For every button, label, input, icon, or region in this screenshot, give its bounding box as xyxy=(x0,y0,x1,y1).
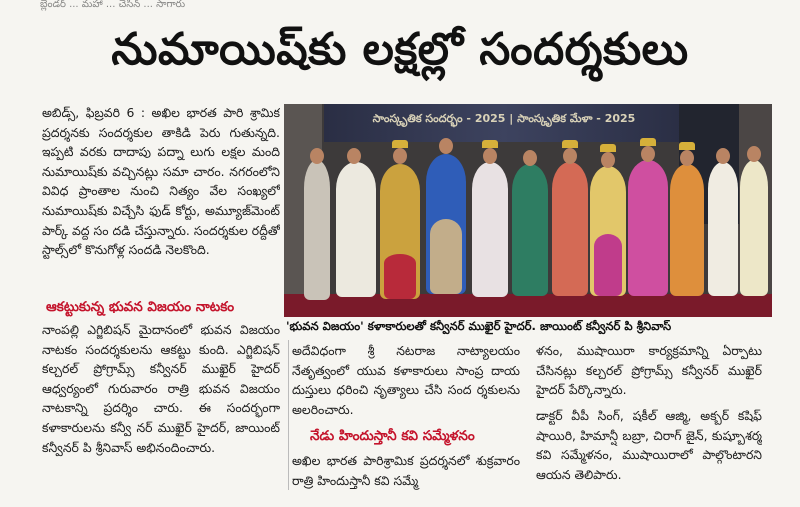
photo-banner-text: సాంస్కృతిక సందర్భం - 2025 | సాంస్కృతిక మేళా - 2025 xyxy=(372,112,636,125)
article-col1-para2: నాంపల్లి ఎగ్జిబిషన్ మైదానంలో భువన విజయం నాటకం సందర్శకులను ఆకట్టు కుంది. ఎగ్జిబిషన్ కల్చరల్ ప్రోగ్రామ్స్ కన్వీనర్ ముఖైర్ హైదర్ ఆధ్వర్యంలో గురువారం రాత్రి భువన విజయం నాటకాన్ని ప్రదర్శిం చారు. ఈ సందర్భంగా కళాకారులను కన్వీ నర్ ముఖైర్ హైదర్, జాయింట్ కన్వీనర్ పి శ్రీనివాస్ అభినందించారు. xyxy=(42,322,280,455)
headline: నుమాయిష్‌కు లక్షల్లో సందర్శకులు xyxy=(111,24,689,75)
article-col2-para1: అదేవిధంగా శ్రీ నటరాజ నాట్యాలయం నేతృత్వంలో యువ కళాకారులు సాంప్ర దాయ దుస్తులు ధరించి నృత్యాలు చేసి సంద ర్శకులను అలరించారు. xyxy=(292,343,520,417)
article-col2-para2: అఖిల భారత పారిశ్రామిక ప్రదర్శనలో శుక్రవారం రాత్రి హిందుస్తానీ కవి సమ్మే xyxy=(292,453,520,488)
subhead-bhuvana-vijayam: ఆకట్టుకున్న భువన విజయం నాటకం xyxy=(46,299,235,315)
subhead-kavi-sammelanam: నేడు హిందుస్తానీ కవి సమ్మేళనం xyxy=(310,428,475,444)
article-col3-para2: డాక్టర్ వీపీ సింగ్, షకీల్ ఆజ్మి, అక్బర్ కషిఫ్ షాయిరి, హిమాన్షీ బబ్రా, చిరాగ్ జైన్, కుష్బూశర్మ కవి సమ్మేళనం, ముషాయిరాలో పాల్గొంటారని ఆయన తెలిపారు. xyxy=(536,408,762,482)
column-divider xyxy=(288,340,289,490)
article-col1-para1: అబిడ్స్, ఫిబ్రవరి 6 : అఖిల భారత పారి శ్రామిక ప్రదర్శనకు సందర్శకుల తాకిడి పెరు గుతున్నది. ఇప్పటి వరకు దాదాపు పద్నా లుగు లక్షల మంది నుమాయిష్‌కు వచ్చినట్లు సమా చారం. నగరంలోని వివిధ ప్రాంతాల నుంచి నిత్యం వేల సంఖ్యలో నుమాయిష్‌కు విచ్చేసి ఫుడ్ కోర్టు, అమ్యూజ్‌మెంట్ పార్క్ వద్ద సం దడి చేస్తున్నారు. సందర్శకుల రద్దీతో స్టాల్స్‌లో కొనుగోళ్ల సందడి నెలకొంది. xyxy=(42,105,280,258)
top-strip-text: బ్లెండర్ ... మహా ... చేసిన్ ... సాగారు xyxy=(40,0,186,10)
news-photo xyxy=(284,104,772,317)
photo-caption: 'భువన విజయం' కళాకారులతో కన్వీనర్ ముఖైర్ హైదర్. జాయింట్ కన్వీనర్ పి శ్రీనివాస్ xyxy=(286,319,672,333)
article-col3-para1: ళనం, ముషాయిరా కార్యక్రమాన్ని ఏర్పాటు చేసినట్లు కల్చరల్ ప్రోగ్రామ్స్ కన్వీనర్ ముఖైర్ హైదర్ పేర్కొన్నారు. xyxy=(536,343,762,398)
